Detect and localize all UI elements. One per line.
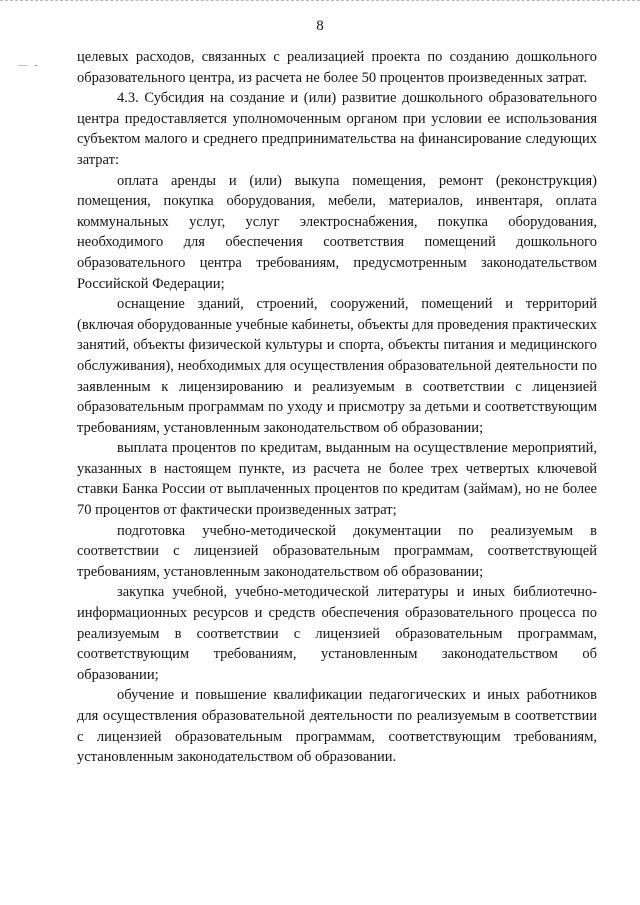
- paragraph-3: оплата аренды и (или) выкупа помещения, ремонт (реконструкция) помещения, покупка оборудования, мебели, материалов, инвентаря, оплата коммунальных услуг, услуг электроснабжения, покупка оборудования, необходимого для обеспечения соответствия помещений дошкольного образовательного центра требованиям, предусмотренным законодательством Российской Федерации;: [77, 172, 597, 292]
- page-number: 8: [316, 18, 324, 34]
- paragraph-8: обучение и повышение квалификации педагогических и иных работников для осуществления образовательной деятельности по реализуемым в соответствии с лицензией образовательным программам, соответствующим требованиям, установленным законодательством об образовании.: [77, 687, 597, 766]
- paragraph-1: целевых расходов, связанных с реализацией проекта по созданию дошкольного образовательного центра, из расчета не более 50 процентов произведенных затрат.: [77, 49, 597, 86]
- paragraph-6: подготовка учебно-методической документации по реализуемым в соответствии с лицензией образовательным программам, соответствующей требованиям, установленным законодательством об образовании;: [77, 522, 597, 580]
- margin-marks: — -: [18, 60, 40, 71]
- scan-top-edge: [0, 0, 640, 4]
- paragraph-2: 4.3. Субсидия на создание и (или) развитие дошкольного образовательного центра предоставляется уполномоченным органом при условии ее использования субъектом малого и среднего предпринимательства на финансирование следующих затрат:: [77, 90, 597, 168]
- paragraph-5: выплата процентов по кредитам, выданным на осуществление мероприятий, указанных в настоящем пункте, из расчета не более трех четвертых ключевой ставки Банка России от выплаченных процентов по кредитам (займам), но не более 70 процентов от фактически произведенных затрат;: [77, 440, 597, 519]
- paragraph-7: закупка учебной, учебно-методической литературы и иных библиотечно-информационных ресурсов и средств обеспечения образовательного процесса по реализуемым в соответствии с лицензией образовательным программам, соответствующим требованиям, установленным законодательством об образовании;: [77, 584, 597, 683]
- paragraph-4: оснащение зданий, строений, сооружений, помещений и территорий (включая оборудованные учебные кабинеты, объекты для проведения практических занятий, объекты физической культуры и спорта, объекты питания и медицинского обслуживания), необходимых для осуществления образовательной деятельности по заявленным к лицензированию и реализуемым в соответствии с лицензией образовательным программам по уходу и присмотру за детьми и соответствующим требованиям, установленным законодательством об образовании;: [77, 296, 597, 436]
- document-body: [77, 47, 597, 768]
